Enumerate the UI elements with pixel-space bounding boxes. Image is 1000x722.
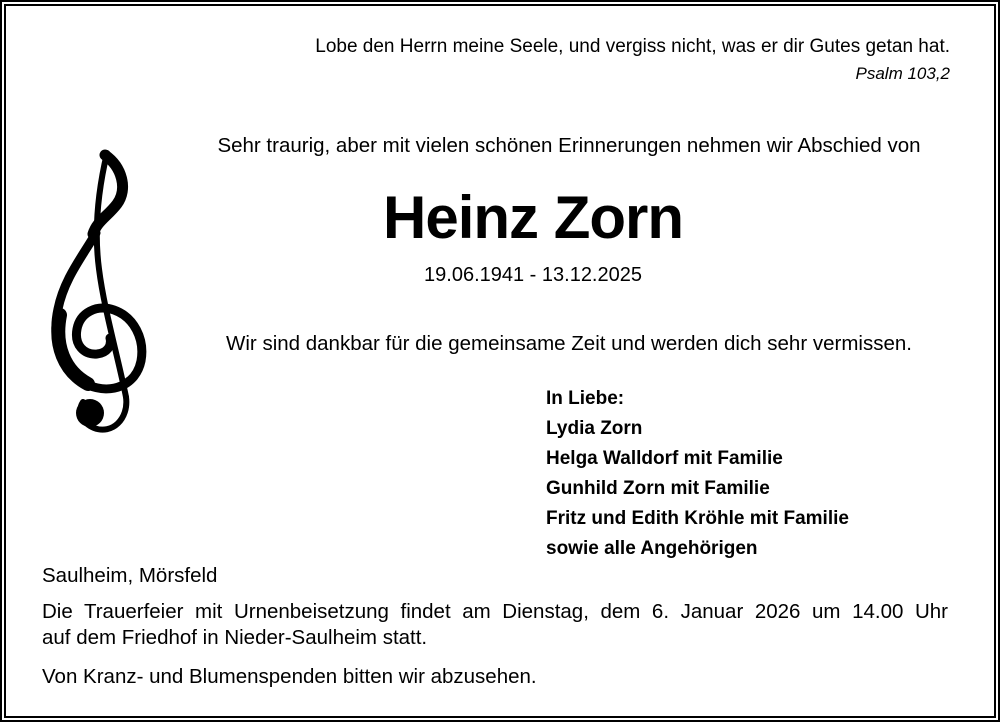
deceased-name: Heinz Zorn — [383, 184, 683, 251]
mourners-heading: In Liebe: — [546, 388, 625, 409]
mourners-list — [546, 384, 849, 564]
scripture-quote-block — [206, 34, 950, 86]
mourner-name: Fritz und Edith Kröhle mit Familie — [546, 508, 849, 529]
scripture-quote-source: Psalm 103,2 — [855, 63, 950, 83]
tribute-line: Wir sind dankbar für die gemeinsame Zeit und werden dich sehr vermissen. — [226, 332, 912, 355]
life-dates: 19.06.1941 - 13.12.2025 — [424, 264, 642, 286]
scripture-quote-text: Lobe den Herrn meine Seele, und vergiss nicht, was er dir Gutes getan hat. — [315, 36, 950, 57]
donations-line: Von Kranz- und Blumenspenden bitten wir abzusehen. — [42, 665, 537, 688]
funeral-line-2: auf dem Friedhof in Nieder-Saulheim statt. — [42, 626, 428, 649]
funeral-paragraph — [42, 599, 948, 651]
mourner-name: Gunhild Zorn mit Familie — [546, 478, 770, 499]
intro-line: Sehr traurig, aber mit vielen schönen Erinnerungen nehmen wir Abschied von — [217, 134, 921, 157]
obituary-card — [4, 4, 996, 718]
funeral-details — [42, 563, 948, 690]
mourner-name: Helga Walldorf mit Familie — [546, 448, 783, 469]
name-block — [6, 184, 994, 287]
places-line: Saulheim, Mörsfeld — [42, 564, 218, 587]
mourner-name: Lydia Zorn — [546, 418, 643, 439]
mourner-name: sowie alle Angehörigen — [546, 538, 758, 559]
funeral-line-1: Die Trauerfeier mit Urnenbeisetzung findet am Dienstag, dem 6. Januar 2026 um 14.00 Uhr — [42, 600, 948, 623]
